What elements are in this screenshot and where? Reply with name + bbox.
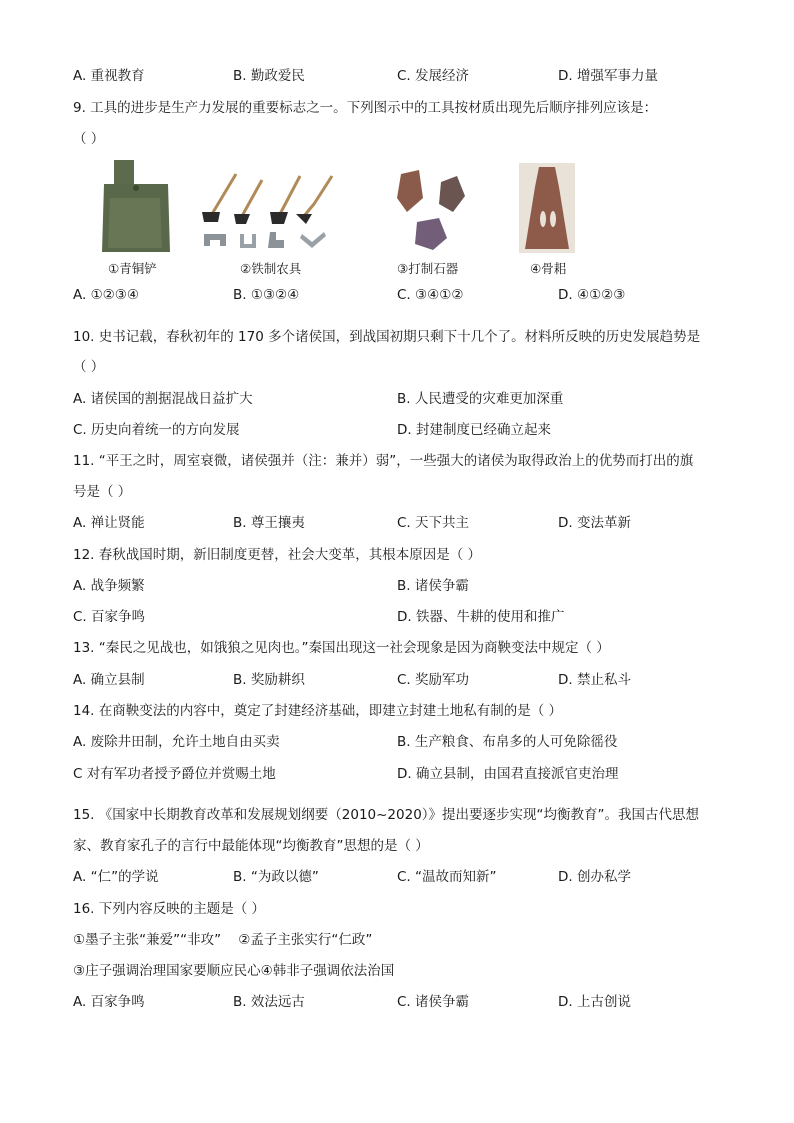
q16-option-c[interactable]: C. 诸侯争霸 [397,994,470,1010]
q13-stem: 13. “秦民之见战也，如饿狼之见肉也。”秦国出现这一社会现象是因为商鞅变法中规定（ ） [73,640,610,656]
q16-material-line-1: ①墨子主张“兼爱”“非攻” ②孟子主张实行“仁政” [73,932,373,948]
q11-option-d[interactable]: D. 变法革新 [558,515,631,531]
q13-option-d[interactable]: D. 禁止私斗 [558,672,631,688]
q10-stem: 10. 史书记载，春秋初年的 170 多个诸侯国，到战国初期只剩下十几个了。材料所反映的历史发展趋势是 [73,329,701,345]
q12-option-b[interactable]: B. 诸侯争霸 [397,578,469,594]
q16-option-d[interactable]: D. 上古创说 [558,994,631,1010]
q9-option-b[interactable]: B. ①③②④ [233,287,300,303]
q14-stem: 14. 在商鞅变法的内容中，奠定了封建经济基础，即建立封建土地私有制的是（ ） [73,703,563,719]
q14-option-b[interactable]: B. 生产粮食、布帛多的人可免除徭役 [397,734,618,750]
q12-option-c[interactable]: C. 百家争鸣 [73,609,146,625]
q10-option-c[interactable]: C. 历史向着统一的方向发展 [73,422,240,438]
q9-option-a[interactable]: A. ①②③④ [73,287,139,303]
q10-blank: （ ） [73,359,105,375]
q10-option-a[interactable]: A. 诸侯国的割据混战日益扩大 [73,391,253,407]
q14-option-c[interactable]: C 对有军功者授予爵位并赏赐土地 [73,766,276,782]
q8-option-c[interactable]: C. 发展经济 [397,68,470,84]
q16-option-a[interactable]: A. 百家争鸣 [73,994,145,1010]
q14-option-a[interactable]: A. 废除井田制，允许土地自由买卖 [73,734,280,750]
q11-stem-continued: 号是（ ） [73,484,132,500]
q9-blank: （ ） [73,131,105,147]
q8-option-b[interactable]: B. 勤政爱民 [233,68,305,84]
q15-option-d[interactable]: D. 创办私学 [558,869,631,885]
q12-option-a[interactable]: A. 战争频繁 [73,578,145,594]
q15-stem-continued: 家、教育家孔子的言行中最能体现“均衡教育”思想的是（ ） [73,838,429,854]
q9-caption-1: ①青铜铲 [108,261,157,276]
q14-option-d[interactable]: D. 确立县制，由国君直接派官吏治理 [397,766,619,782]
q16-material-line-2: ③庄子强调治理国家要顺应民心④韩非子强调依法治国 [73,963,395,979]
q8-option-a[interactable]: A. 重视教育 [73,68,145,84]
q9-option-c[interactable]: C. ③④①② [397,287,464,303]
q11-option-c[interactable]: C. 天下共主 [397,515,470,531]
q9-caption-3: ③打制石器 [397,261,459,276]
bronze-spade-image [100,158,172,254]
q12-option-d[interactable]: D. 铁器、牛耕的使用和推广 [397,609,565,625]
q11-option-b[interactable]: B. 尊王攘夷 [233,515,305,531]
q9-stem: 9. 工具的进步是生产力发展的重要标志之一。下列图示中的工具按材质出现先后顺序排列应该是： [73,100,658,116]
q11-stem: 11. “平王之时，周室衰微，诸侯强并（注：兼并）弱”，一些强大的诸侯为取得政治上的优势而打出的旗 [73,453,694,469]
q10-option-b[interactable]: B. 人民遭受的灾难更加深重 [397,391,564,407]
q15-option-b[interactable]: B. “为政以德” [233,869,319,885]
q16-option-b[interactable]: B. 效法远古 [233,994,305,1010]
q13-option-c[interactable]: C. 奖励军功 [397,672,470,688]
q9-caption-2: ②铁制农具 [240,261,302,276]
q13-option-b[interactable]: B. 奖励耕织 [233,672,305,688]
q9-caption-4: ④骨耜 [530,261,567,276]
q15-stem: 15. 《国家中长期教育改革和发展规划纲要（2010~2020）》提出要逐步实现“均衡教育”。我国古代思想 [73,807,700,823]
iron-farm-tools-image [196,170,340,254]
q15-option-a[interactable]: A. “仁”的学说 [73,869,159,885]
bone-plough-image [519,163,575,253]
q16-stem: 16. 下列内容反映的主题是（ ） [73,901,266,917]
q13-option-a[interactable]: A. 确立县制 [73,672,145,688]
q11-option-a[interactable]: A. 禅让贤能 [73,515,145,531]
q15-option-c[interactable]: C. “温故而知新” [397,869,497,885]
q12-stem: 12. 春秋战国时期，新旧制度更替，社会大变革，其根本原因是（ ） [73,547,482,563]
q8-option-d[interactable]: D. 增强军事力量 [558,68,658,84]
q10-option-d[interactable]: D. 封建制度已经确立起来 [397,422,551,438]
q9-option-d[interactable]: D. ④①②③ [558,287,626,303]
stone-tools-image [393,168,477,254]
